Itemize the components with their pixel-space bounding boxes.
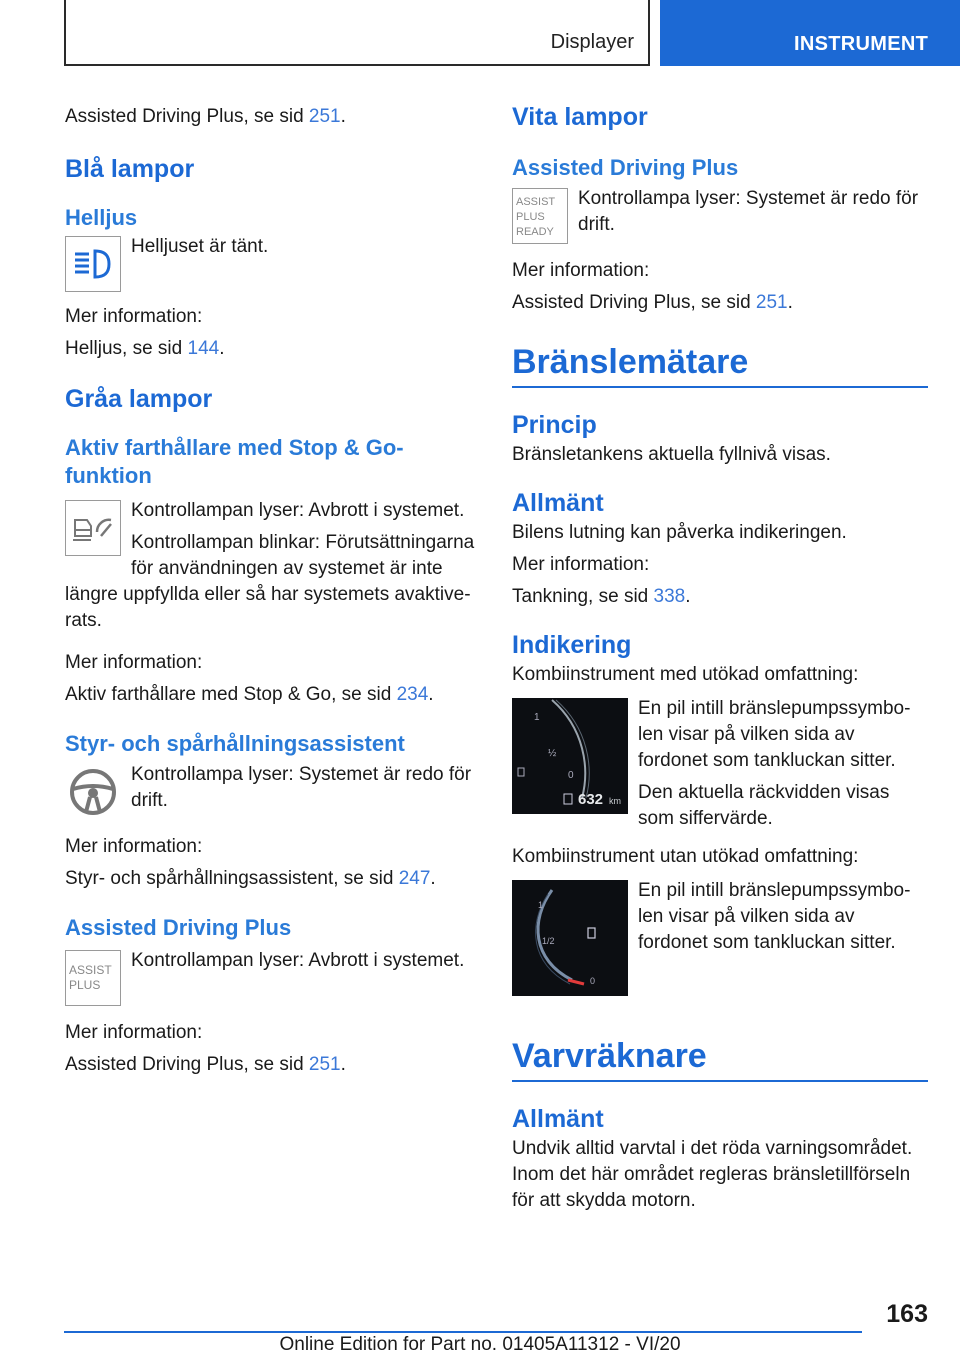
page-link[interactable]: 251 bbox=[308, 106, 341, 127]
gauge-scale-top: 1 bbox=[534, 712, 540, 723]
heading-general-tacho: Allmänt bbox=[512, 1105, 604, 1133]
extended-desc-2: Den aktuella räckvidden visas som siffervärde. bbox=[638, 782, 890, 829]
heading-acc: Aktiv farthållare med Stop & Go-funktion bbox=[65, 435, 404, 488]
page-link[interactable]: 144 bbox=[187, 338, 220, 359]
refuel-ref: Tankning, se sid 338. bbox=[512, 586, 691, 607]
page-number: 163 bbox=[886, 1300, 928, 1328]
acc-desc-1: Kontrollampan lyser: Avbrott i systemet. bbox=[131, 500, 465, 521]
highbeam-icon bbox=[65, 236, 121, 292]
adp-ready-item bbox=[512, 186, 928, 244]
standard-cluster-label: Kombiinstrument utan utökad omfattning: bbox=[512, 846, 859, 867]
header-chapter-tab bbox=[660, 0, 960, 66]
heading-highbeam: Helljus bbox=[65, 205, 138, 230]
adp-ref: Assisted Driving Plus, se sid 251. bbox=[65, 1054, 346, 1075]
heading-assisted-driving-plus-white: Assisted Driving Plus bbox=[512, 155, 739, 180]
icon-label-line: PLUS bbox=[516, 211, 545, 223]
icon-label-line: PLUS bbox=[69, 978, 101, 992]
steering-desc: Kontrollampa lyser: Systemet är redo för drift. bbox=[131, 764, 472, 811]
section-title: Displayer bbox=[550, 31, 634, 53]
gauge-scale-mid: 1/2 bbox=[542, 936, 555, 946]
page-link[interactable]: 251 bbox=[308, 1054, 341, 1075]
footer-rule bbox=[64, 1331, 862, 1333]
assist-plus-icon bbox=[65, 950, 121, 1006]
steering-ref: Styr- och spårhållningsassistent, se sid 247. bbox=[65, 868, 436, 889]
more-info-label: Mer information: bbox=[65, 836, 203, 857]
standard-fuel-gauge-image bbox=[512, 880, 628, 996]
extended-cluster-label: Kombiinstrument med utökad omfattning: bbox=[512, 664, 859, 685]
footer-edition: Online Edition for Part no. 01405A11312 - VI/20 bbox=[279, 1334, 681, 1355]
adp-ready-desc: Kontrollampa lyser: Systemet är redo för drift. bbox=[578, 188, 919, 235]
principle-text: Bränsletankens aktuella fyllnivå visas. bbox=[512, 444, 831, 465]
gauge-scale-mid: ½ bbox=[548, 748, 557, 759]
icon-label-line: ASSIST bbox=[69, 963, 112, 977]
more-info-label: Mer information: bbox=[65, 306, 203, 327]
heading-blue-lamps: Blå lampor bbox=[65, 155, 195, 183]
cruise-control-icon bbox=[65, 500, 121, 556]
extended-desc-1: En pil intill bränslepumpssymbo-len visar på vilken sida av fordonet som tankluckan sitter. bbox=[638, 698, 911, 771]
general-text: Bilens lutning kan påverka indikeringen. bbox=[512, 522, 847, 543]
page-link[interactable]: 338 bbox=[653, 586, 686, 607]
highbeam-desc: Helljuset är tänt. bbox=[131, 236, 269, 257]
left-column bbox=[65, 96, 477, 1078]
steering-wheel-icon bbox=[65, 764, 121, 820]
header-section-tab bbox=[64, 0, 650, 66]
heading-general-fuel: Allmänt bbox=[512, 489, 604, 517]
more-info-label: Mer information: bbox=[512, 260, 650, 281]
acc-ref: Aktiv farthållare med Stop & Go, se sid 234. bbox=[65, 684, 434, 705]
heading-rule bbox=[512, 386, 928, 388]
right-column bbox=[512, 96, 928, 1214]
more-info-label: Mer information: bbox=[65, 1022, 203, 1043]
heading-tachometer: Varvräknare bbox=[512, 1037, 707, 1075]
steering-item bbox=[65, 762, 477, 820]
acc-desc-2b: längre uppfyllda eller så har systemets avaktive-rats. bbox=[65, 584, 471, 631]
page-link[interactable]: 251 bbox=[755, 292, 788, 313]
acc-item bbox=[65, 498, 477, 582]
icon-label-line: ASSIST bbox=[516, 196, 556, 208]
page-link[interactable]: 247 bbox=[398, 868, 431, 889]
highbeam-ref: Helljus, se sid 144. bbox=[65, 338, 225, 359]
chapter-title: INSTRUMENT bbox=[794, 33, 929, 55]
heading-grey-lamps: Gråa lampor bbox=[65, 385, 213, 413]
more-info-label: Mer information: bbox=[512, 554, 650, 575]
adp-item bbox=[65, 948, 477, 1006]
range-value: 632 bbox=[578, 791, 604, 808]
heading-rule bbox=[512, 1080, 928, 1082]
heading-principle: Princip bbox=[512, 411, 597, 439]
adp-white-ref: Assisted Driving Plus, se sid 251. bbox=[512, 292, 793, 313]
adp-desc: Kontrollampan lyser: Avbrott i systemet. bbox=[131, 950, 465, 971]
range-unit: km bbox=[609, 796, 621, 806]
more-info-label: Mer information: bbox=[65, 652, 203, 673]
standard-cluster-item bbox=[512, 878, 928, 996]
gauge-scale-low: 0 bbox=[568, 770, 574, 781]
highbeam-item bbox=[65, 234, 477, 292]
heading-display: Indikering bbox=[512, 631, 632, 659]
gauge-scale-low: 0 bbox=[590, 976, 596, 986]
assist-plus-ready-icon bbox=[512, 188, 568, 244]
acc-desc-2a: Kontrollampan blinkar: Förutsättningarna för användningen av systemet är inte bbox=[131, 532, 475, 579]
standard-desc: En pil intill bränslepumpssymbo-len visar på vilken sida av fordonet som tankluckan sitter. bbox=[638, 880, 911, 953]
tacho-general-text: Undvik alltid varvtal i det röda varningsområdet. Inom det här området regleras bränsletillförseln för att skydda motorn. bbox=[512, 1138, 913, 1211]
extended-cluster-item bbox=[512, 696, 928, 832]
gauge-scale-top: 1 bbox=[538, 900, 544, 910]
heading-white-lamps: Vita lampor bbox=[512, 103, 648, 131]
heading-assisted-driving-plus: Assisted Driving Plus bbox=[65, 915, 292, 940]
icon-label-line: READY bbox=[516, 226, 554, 238]
page-link[interactable]: 234 bbox=[396, 684, 429, 705]
heading-steering-assist: Styr- och spårhållningsassistent bbox=[65, 731, 405, 756]
extended-fuel-gauge-image bbox=[512, 698, 628, 814]
intro-ref: Assisted Driving Plus, se sid 251. bbox=[65, 106, 346, 127]
heading-fuel-gauge: Bränslemätare bbox=[512, 343, 749, 381]
